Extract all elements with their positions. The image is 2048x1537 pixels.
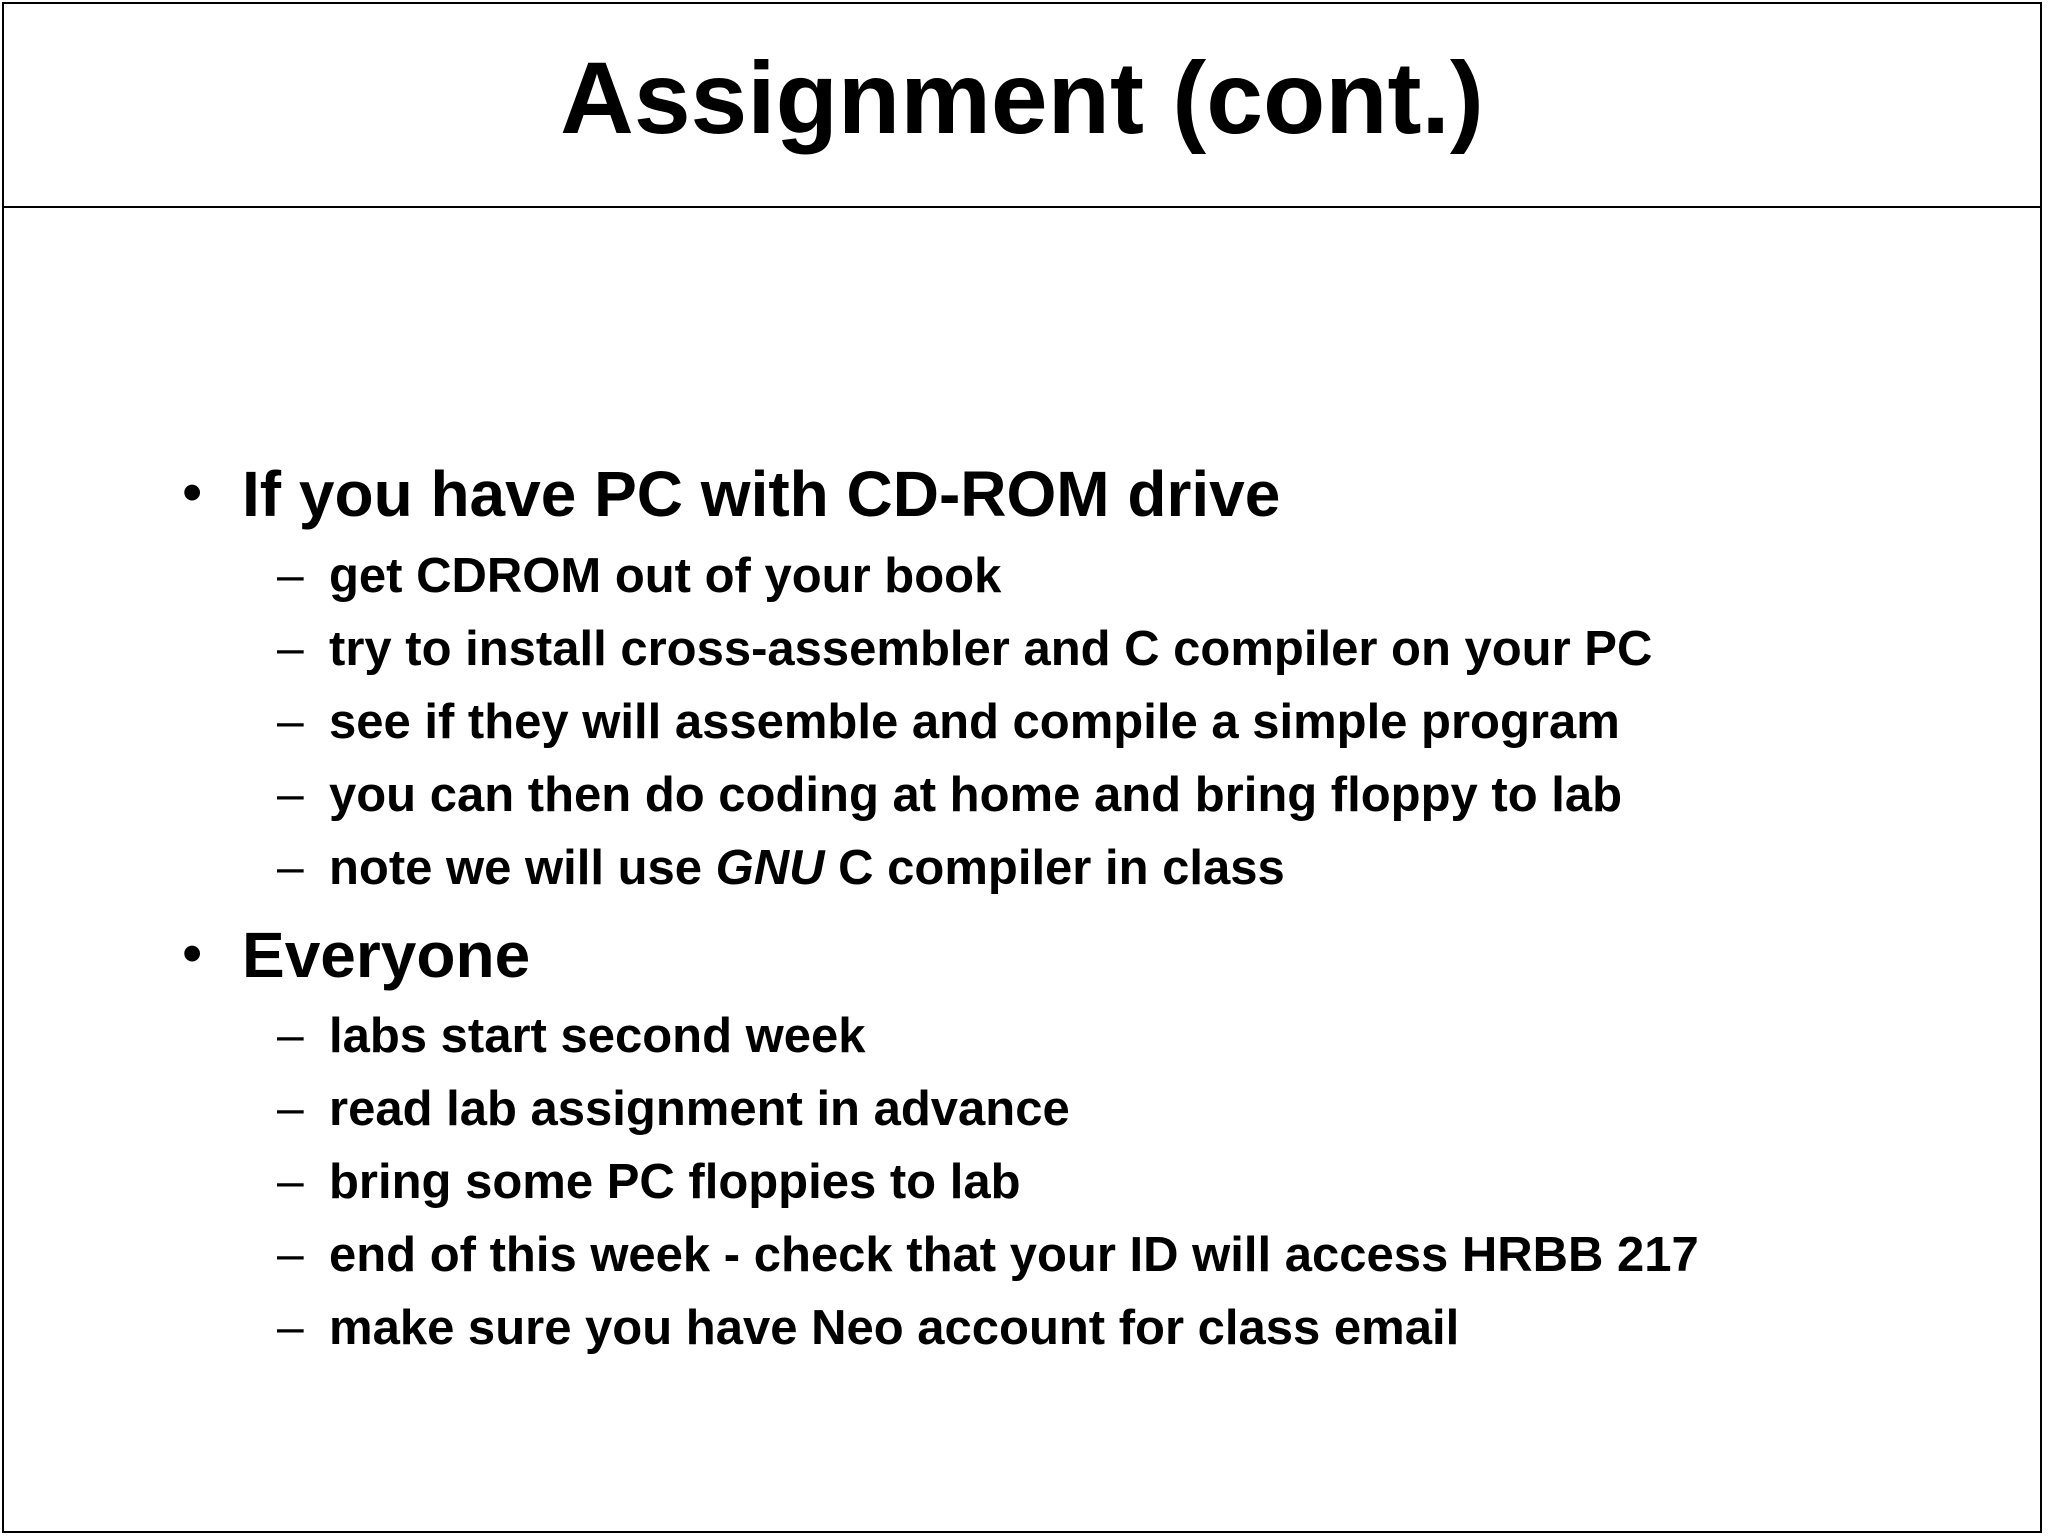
dash-icon: – [277,1155,304,1208]
slide-title: Assignment (cont.) [560,41,1484,155]
sub-item: you can then do coding at home and bring floppy to lab [329,768,1623,822]
sub-item: make sure you have Neo account for class email [329,1301,1460,1355]
dash-icon: – [277,768,304,821]
sub-item: labs start second week [329,1009,866,1063]
dash-icon: – [277,695,304,748]
dash-icon: – [277,622,304,675]
sub-item: bring some PC floppies to lab [329,1155,1021,1209]
sub-item: read lab assignment in advance [329,1082,1070,1136]
dash-icon: – [277,1301,304,1354]
dash-icon: – [277,1082,304,1135]
dash-icon: – [277,549,304,602]
sub-item-text-after: C compiler in class [824,841,1285,895]
slide [2,2,2042,1533]
dash-icon: – [277,1228,304,1281]
bullet-heading-pc: If you have PC with CD-ROM drive [242,458,1281,530]
sub-item-text-before: note we will use [329,841,716,895]
bullet-icon: • [182,460,203,525]
bullet-icon: • [182,921,203,986]
slide-content [4,4,2040,1531]
bullet-heading-everyone: Everyone [242,919,531,991]
dash-icon: – [277,1009,304,1062]
sub-item: end of this week - check that your ID will access HRBB 217 [329,1228,1699,1282]
dash-icon: – [277,841,304,894]
sub-item: get CDROM out of your book [329,549,1002,603]
sub-item: see if they will assemble and compile a simple program [329,695,1620,749]
sub-item-emphasis: GNU [715,841,825,895]
sub-item [329,841,1285,895]
sub-item: try to install cross-assembler and C compiler on your PC [329,622,1653,676]
